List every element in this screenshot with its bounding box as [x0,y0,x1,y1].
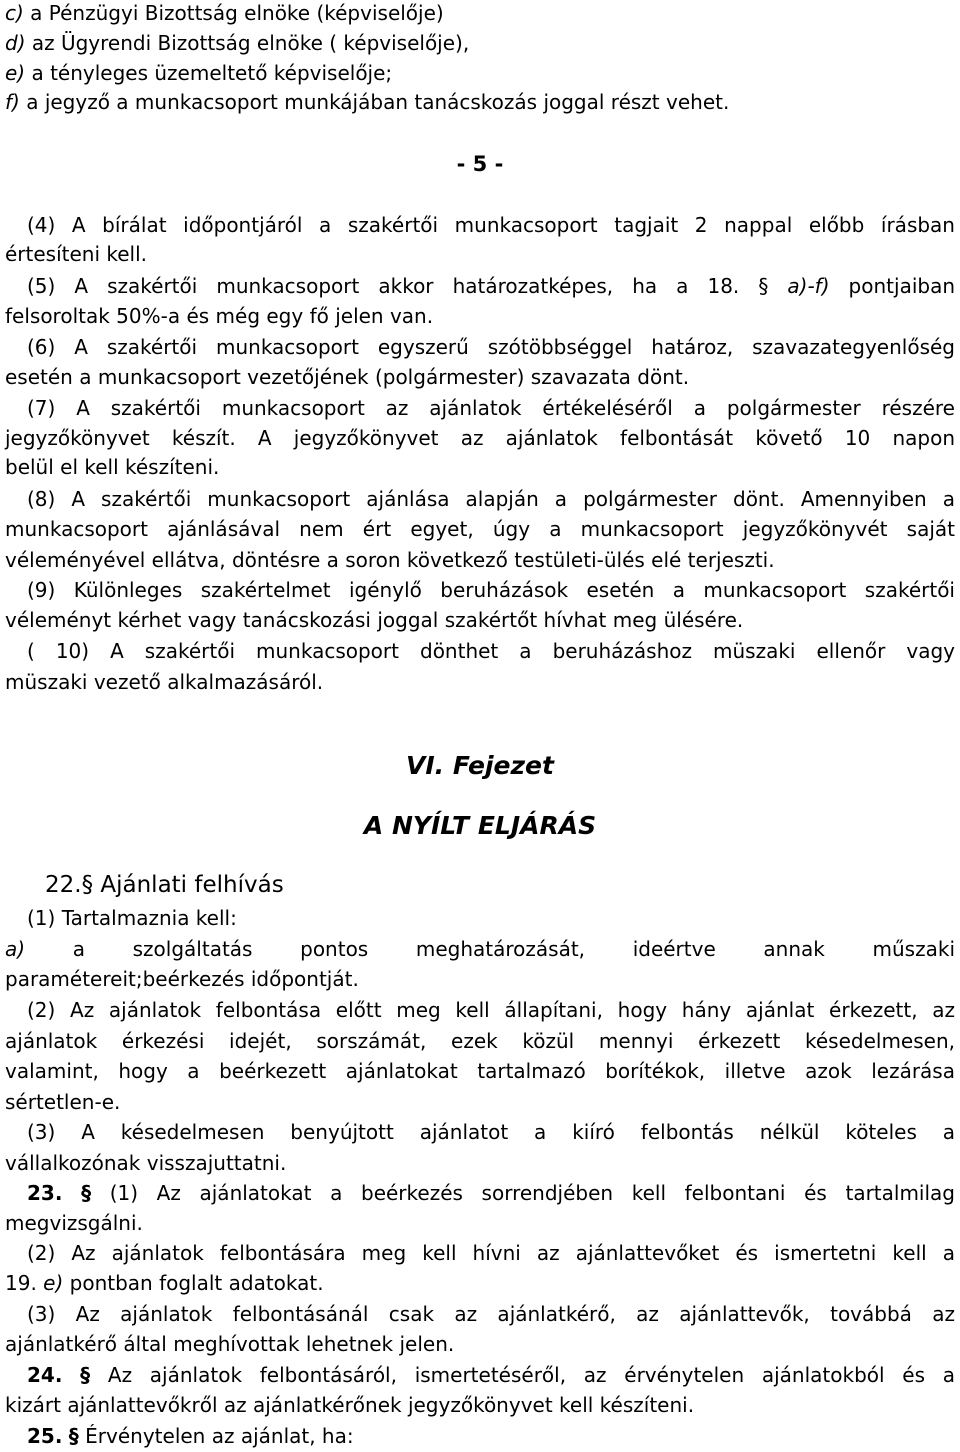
text-run: véleményt kérhet vagy tanácskozási joggal szakértőt hívhat meg ülésére. [5,608,744,632]
paragraph-22-2-line [27,997,955,1023]
emphasis-text: a) [5,937,26,961]
list-item-f [5,89,955,115]
paragraph-7-line [5,454,955,480]
line-text [27,1180,955,1206]
chapter-heading [0,749,960,783]
line-text [5,454,219,480]
chapter-heading-text: VI. Fejezet [406,751,554,780]
text-run: (1) Tartalmaznia kell: [27,906,237,930]
line-text [5,1058,955,1084]
text-run: felsoroltak 50%-a és még egy fő jelen van. [5,304,434,328]
line-text [5,241,147,267]
line-text [27,1301,955,1327]
paragraph-7-line [5,425,955,451]
text-run: az Ügyrendi Bizottság elnöke ( képviselője), [25,31,470,55]
line-text [5,1089,120,1115]
text-run: (3) Az ajánlatok felbontásánál csak az ajánlatkérő, az ajánlattevők, továbbá az [27,1302,955,1326]
line-text [5,936,955,962]
paragraph-8-line [5,547,955,573]
line-text [27,486,955,512]
paragraph-22-1-line [27,905,955,931]
line-text [5,89,729,115]
emphasis-text: c) [5,1,24,25]
line-text [5,547,775,573]
emphasis-text: e) [43,1271,64,1295]
list-item-e [5,60,955,86]
text-run: (1) Az ajánlatokat a beérkezés sorrendjében kell felbontani és tartalmilag [91,1181,955,1205]
line-text [27,638,955,664]
bold-text: § [68,1424,79,1448]
line-text [5,1331,454,1357]
emphasis-text: f) [5,90,20,114]
paragraph-4-line [5,241,955,267]
section-23-1-line [5,1210,955,1236]
section-25-line [27,1423,955,1449]
text-run [62,1181,81,1205]
section-22-heading [45,870,955,900]
text-run: ajánlatkérő által meghívottak lehetnek jelen. [5,1332,455,1356]
text-run: Az ajánlatok felbontásáról, ismertetéséről, az érvénytelen ajánlatokból és a [90,1363,956,1387]
paragraph-8-line [27,486,955,512]
text-run: kizárt ajánlattevőkről az ajánlatkérőnek jegyzőkönyvet kell készíteni. [5,1393,695,1417]
line-text [5,1270,324,1296]
text-run: értesíteni kell. [5,242,148,266]
text-run: a szolgáltatás pontos meghatározását, ideértve annak műszaki [25,937,955,961]
paragraph-22-2-line [5,1058,955,1084]
section-23-1-line [27,1180,955,1206]
line-text [5,425,955,451]
text-run: 19. [5,1271,44,1295]
paragraph-22-2-line [5,1028,955,1054]
paragraph-8-line [5,516,955,542]
line-text [5,0,444,26]
line-text [5,1392,694,1418]
text-run: véleményével ellátva, döntésre a soron következő testületi-ülés elé terjeszti. [5,548,775,572]
line-text [5,607,743,633]
text-run: (5) A szakértői munkacsoport akkor határozatképes, ha a 18. § [27,274,788,298]
line-text [5,1150,286,1176]
bold-text: 24. [27,1363,63,1387]
text-run: (3) A késedelmesen benyújtott ajánlatot a kiíró felbontás nélkül köteles a [27,1120,955,1144]
paragraph-23-2-line [27,1240,955,1266]
paragraph-10-line [27,638,955,664]
text-run: a Pénzügyi Bizottság elnöke (képviselője) [23,1,444,25]
text-run: (6) A szakértői munkacsoport egyszerű szótöbbséggel határoz, szavazategyenlőség [27,335,955,359]
line-text [5,60,392,86]
paragraph-22-3-line [5,1150,955,1176]
text-run: Érvénytelen az ajánlat, ha: [78,1424,354,1448]
text-run: (8) A szakértői munkacsoport ajánlása alapján a polgármester dönt. Amennyiben a [27,487,955,511]
paragraph-10-line [5,669,955,695]
line-text [5,1210,143,1236]
line-text [27,1362,955,1388]
page-number [0,150,960,178]
text-run: müszaki vezető alkalmazásáról. [5,670,324,694]
text-run: ajánlatok érkezési idejét, sorszámát, ezek közül mennyi érkezett késedelmesen, [5,1029,955,1053]
line-text [5,516,955,542]
line-text [27,395,955,421]
section-22-heading-text: 22.§ Ajánlati felhívás [45,872,284,898]
text-run [62,1363,80,1387]
paragraph-9-line [5,607,955,633]
bold-text: 25. [27,1424,63,1448]
paragraph-4-line [27,212,955,238]
chapter-title-text: A NYÍLT ELJÁRÁS [363,811,597,840]
paragraph-5-line [27,273,955,299]
bold-text: 23. [27,1181,63,1205]
text-run: megvizsgálni. [5,1211,143,1235]
text-run: vállalkozónak visszajuttatni. [5,1151,287,1175]
line-text [27,997,955,1023]
text-run: sértetlen-e. [5,1090,121,1114]
text-run: esetén a munkacsoport vezetőjének (polgármester) szavazata dönt. [5,365,690,389]
line-text [27,1119,955,1145]
line-text [27,1423,354,1449]
paragraph-5-line [5,303,955,329]
line-text [5,303,433,329]
paragraph-22-2-line [5,1089,955,1115]
bold-text: § [80,1363,91,1387]
text-run: a tényleges üzemeltető képviselője; [25,61,393,85]
text-run: jegyzőkönyvet készít. A jegyzőkönyvet az ajánlatok felbontását követő 10 napon [5,426,955,450]
emphasis-text: d) [5,31,26,55]
text-run: ( 10) A szakértői munkacsoport dönthet a beruházáshoz müszaki ellenőr vagy [27,639,955,663]
section-24-line [5,1392,955,1418]
paragraph-23-2-line [5,1270,955,1296]
list-item-c [5,0,955,26]
text-run: (2) Az ajánlatok felbontására meg kell hívni az ajánlattevőket és ismertetni kell a [27,1241,955,1265]
text-run: pontjaiban [829,274,956,298]
text-run: belül el kell készíteni. [5,455,220,479]
paragraph-23-3-line [5,1331,955,1357]
paragraph-7-line [27,395,955,421]
text-run: (4) A bírálat időpontjáról a szakértői munkacsoport tagjait 2 nappal előbb írásban [27,213,955,237]
paragraph-9-line [27,577,955,603]
line-text [27,334,955,360]
section-24-line [27,1362,955,1388]
emphasis-text: e) [5,61,26,85]
chapter-title [0,809,960,843]
item-a-line [5,966,955,992]
page-number-text: - 5 - [456,152,504,176]
line-text [27,577,955,603]
emphasis-text: a)-f) [787,274,830,298]
list-item-d [5,30,955,56]
line-text [5,669,323,695]
paragraph-22-3-line [27,1119,955,1145]
text-run: munkacsoport ajánlásával nem ért egyet, úgy a munkacsoport jegyzőkönyvét saját [5,517,955,541]
text-run: pontban foglalt adatokat. [63,1271,324,1295]
paragraph-23-3-line [27,1301,955,1327]
paragraph-6-line [5,364,955,390]
item-a-line [5,936,955,962]
text-run: valamint, hogy a beérkezett ajánlatokat tartalmazó borítékok, illetve azok lezárása [5,1059,955,1083]
text-run: (2) Az ajánlatok felbontása előtt meg kell állapítani, hogy hány ajánlat érkezett, az [27,998,955,1022]
line-text [27,905,237,931]
line-text [27,212,955,238]
text-run: (9) Különleges szakértelmet igénylő beruházások esetén a munkacsoport szakértői [27,578,955,602]
text-run: paramétereit;beérkezés időpontját. [5,967,359,991]
line-text [27,273,955,299]
line-text [5,30,469,56]
line-text [5,364,689,390]
line-text [27,1240,955,1266]
paragraph-6-line [27,334,955,360]
line-text [5,966,359,992]
text-run: a jegyző a munkacsoport munkájában tanácskozás joggal részt vehet. [19,90,730,114]
text-run: (7) A szakértői munkacsoport az ajánlatok értékeléséről a polgármester részére [27,396,955,420]
line-text [5,1028,955,1054]
bold-text: § [81,1181,92,1205]
